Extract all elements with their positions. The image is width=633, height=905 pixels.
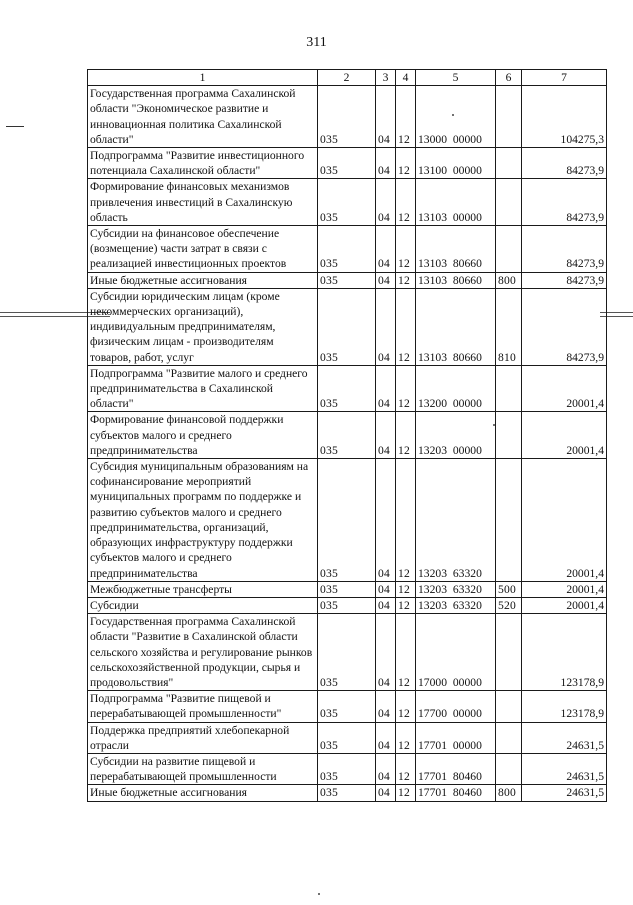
row-subsection: 12 [396, 614, 416, 691]
row-amount: 24631,5 [522, 753, 607, 784]
table-row [88, 722, 607, 753]
table-row [88, 785, 607, 801]
row-subsection: 12 [396, 722, 416, 753]
table-row [88, 581, 607, 597]
row-ministry: 035 [318, 86, 376, 148]
row-amount: 20001,4 [522, 581, 607, 597]
row-csr: 13103 80660 [416, 288, 496, 365]
row-vr: 800 [496, 272, 522, 288]
row-subsection: 12 [396, 179, 416, 226]
header-cell-vr: 6 [496, 70, 522, 86]
row-subsection: 12 [396, 365, 416, 412]
row-amount: 123178,9 [522, 691, 607, 722]
row-vr [496, 179, 522, 226]
row-ministry: 035 [318, 691, 376, 722]
row-ministry: 035 [318, 148, 376, 179]
row-subsection: 12 [396, 288, 416, 365]
row-csr: 17000 00000 [416, 614, 496, 691]
row-name: Субсидии на финансовое обеспечение (возмещение) части затрат в связи с реализацией инвестиционных проектов [88, 226, 318, 273]
row-name: Субсидии юридическим лицам (кроме некоммерческих организаций), индивидуальным предпринимателям, физическим лицам - производителям товаров, работ, услуг [88, 288, 318, 365]
row-amount: 24631,5 [522, 722, 607, 753]
row-amount: 84273,9 [522, 226, 607, 273]
row-csr: 13200 00000 [416, 365, 496, 412]
row-amount: 84273,9 [522, 288, 607, 365]
row-name: Поддержка предприятий хлебопекарной отрасли [88, 722, 318, 753]
row-section: 04 [376, 722, 396, 753]
row-subsection: 12 [396, 459, 416, 582]
header-cell-subsection: 4 [396, 70, 416, 86]
table-row [88, 86, 607, 148]
table-row [88, 272, 607, 288]
row-vr [496, 412, 522, 459]
row-ministry: 035 [318, 288, 376, 365]
row-amount: 84273,9 [522, 148, 607, 179]
row-vr [496, 86, 522, 148]
row-vr [496, 459, 522, 582]
table-row [88, 691, 607, 722]
row-csr: 13203 63320 [416, 597, 496, 613]
row-section: 04 [376, 691, 396, 722]
row-name: Подпрограмма "Развитие пищевой и перерабатывающей промышленности" [88, 691, 318, 722]
row-section: 04 [376, 148, 396, 179]
row-subsection: 12 [396, 597, 416, 613]
row-ministry: 035 [318, 179, 376, 226]
row-name: Формирование финансовой поддержки субъектов малого и среднего предпринимательства [88, 412, 318, 459]
row-amount: 84273,9 [522, 179, 607, 226]
header-cell-ministry: 2 [318, 70, 376, 86]
row-amount: 104275,3 [522, 86, 607, 148]
row-subsection: 12 [396, 412, 416, 459]
row-csr: 13103 80660 [416, 272, 496, 288]
row-ministry: 035 [318, 272, 376, 288]
row-ministry: 035 [318, 459, 376, 582]
row-name: Государственная программа Сахалинской области "Развитие в Сахалинской области сельского хозяйства и регулирование рынков сельскохозяйственной продукции, сырья и продовольствия" [88, 614, 318, 691]
row-name: Подпрограмма "Развитие инвестиционного потенциала Сахалинской области" [88, 148, 318, 179]
table-row [88, 179, 607, 226]
row-section: 04 [376, 365, 396, 412]
row-amount: 84273,9 [522, 272, 607, 288]
row-ministry: 035 [318, 226, 376, 273]
table-row [88, 753, 607, 784]
row-vr [496, 614, 522, 691]
row-subsection: 12 [396, 86, 416, 148]
row-subsection: 12 [396, 148, 416, 179]
row-csr: 13103 00000 [416, 179, 496, 226]
scan-artifact-dash [6, 126, 24, 127]
row-csr: 13203 63320 [416, 459, 496, 582]
row-section: 04 [376, 581, 396, 597]
row-ministry: 035 [318, 753, 376, 784]
row-name: Субсидия муниципальным образованиям на софинансирование мероприятий муниципальных программ по поддержке и развитию субъектов малого и среднего предпринимательства, организаций, образующих инфраструктуру поддержки субъектов малого и среднего предпринимательства [88, 459, 318, 582]
row-ministry: 035 [318, 614, 376, 691]
row-amount: 20001,4 [522, 459, 607, 582]
table-row [88, 148, 607, 179]
header-cell-amount: 7 [522, 70, 607, 86]
row-section: 04 [376, 272, 396, 288]
row-ministry: 035 [318, 785, 376, 801]
row-ministry: 035 [318, 581, 376, 597]
header-cell-section: 3 [376, 70, 396, 86]
row-csr: 13103 80660 [416, 226, 496, 273]
row-amount: 20001,4 [522, 412, 607, 459]
row-name: Субсидии [88, 597, 318, 613]
row-section: 04 [376, 86, 396, 148]
row-section: 04 [376, 753, 396, 784]
row-subsection: 12 [396, 691, 416, 722]
row-name: Иные бюджетные ассигнования [88, 272, 318, 288]
table-row [88, 459, 607, 582]
table-row [88, 365, 607, 412]
row-ministry: 035 [318, 597, 376, 613]
row-subsection: 12 [396, 581, 416, 597]
row-vr [496, 365, 522, 412]
header-cell-csr: 5 [416, 70, 496, 86]
row-amount: 123178,9 [522, 614, 607, 691]
header-row [88, 70, 607, 86]
row-section: 04 [376, 179, 396, 226]
row-ministry: 035 [318, 365, 376, 412]
table-row [88, 412, 607, 459]
row-ministry: 035 [318, 412, 376, 459]
row-name: Иные бюджетные ассигнования [88, 785, 318, 801]
table-row [88, 226, 607, 273]
table-row [88, 614, 607, 691]
header-cell-name: 1 [88, 70, 318, 86]
row-csr: 13203 00000 [416, 412, 496, 459]
row-subsection: 12 [396, 753, 416, 784]
row-name: Государственная программа Сахалинской области "Экономическое развитие и инновационная политика Сахалинской области" [88, 86, 318, 148]
row-csr: 13100 00000 [416, 148, 496, 179]
row-section: 04 [376, 459, 396, 582]
row-csr: 17701 80460 [416, 753, 496, 784]
table-row [88, 597, 607, 613]
table-row [88, 288, 607, 365]
row-vr: 800 [496, 785, 522, 801]
row-vr [496, 226, 522, 273]
row-section: 04 [376, 597, 396, 613]
row-csr: 13000 00000 [416, 86, 496, 148]
row-subsection: 12 [396, 226, 416, 273]
row-name: Подпрограмма "Развитие малого и среднего предпринимательства в Сахалинской области" [88, 365, 318, 412]
row-amount: 20001,4 [522, 365, 607, 412]
scan-artifact-dot [318, 893, 320, 895]
budget-table [87, 69, 607, 802]
row-vr: 520 [496, 597, 522, 613]
row-csr: 17701 80460 [416, 785, 496, 801]
row-vr [496, 753, 522, 784]
row-csr: 13203 63320 [416, 581, 496, 597]
row-subsection: 12 [396, 785, 416, 801]
row-vr: 810 [496, 288, 522, 365]
row-name: Субсидии на развитие пищевой и перерабатывающей промышленности [88, 753, 318, 784]
row-vr [496, 722, 522, 753]
row-vr: 500 [496, 581, 522, 597]
page-number: 311 [306, 35, 327, 50]
row-name: Межбюджетные трансферты [88, 581, 318, 597]
row-section: 04 [376, 785, 396, 801]
row-amount: 24631,5 [522, 785, 607, 801]
row-vr [496, 691, 522, 722]
row-section: 04 [376, 288, 396, 365]
row-amount: 20001,4 [522, 597, 607, 613]
row-vr [496, 148, 522, 179]
row-csr: 17701 00000 [416, 722, 496, 753]
row-ministry: 035 [318, 722, 376, 753]
row-section: 04 [376, 412, 396, 459]
row-section: 04 [376, 226, 396, 273]
row-subsection: 12 [396, 272, 416, 288]
row-name: Формирование финансовых механизмов привлечения инвестиций в Сахалинскую область [88, 179, 318, 226]
row-csr: 17700 00000 [416, 691, 496, 722]
row-section: 04 [376, 614, 396, 691]
